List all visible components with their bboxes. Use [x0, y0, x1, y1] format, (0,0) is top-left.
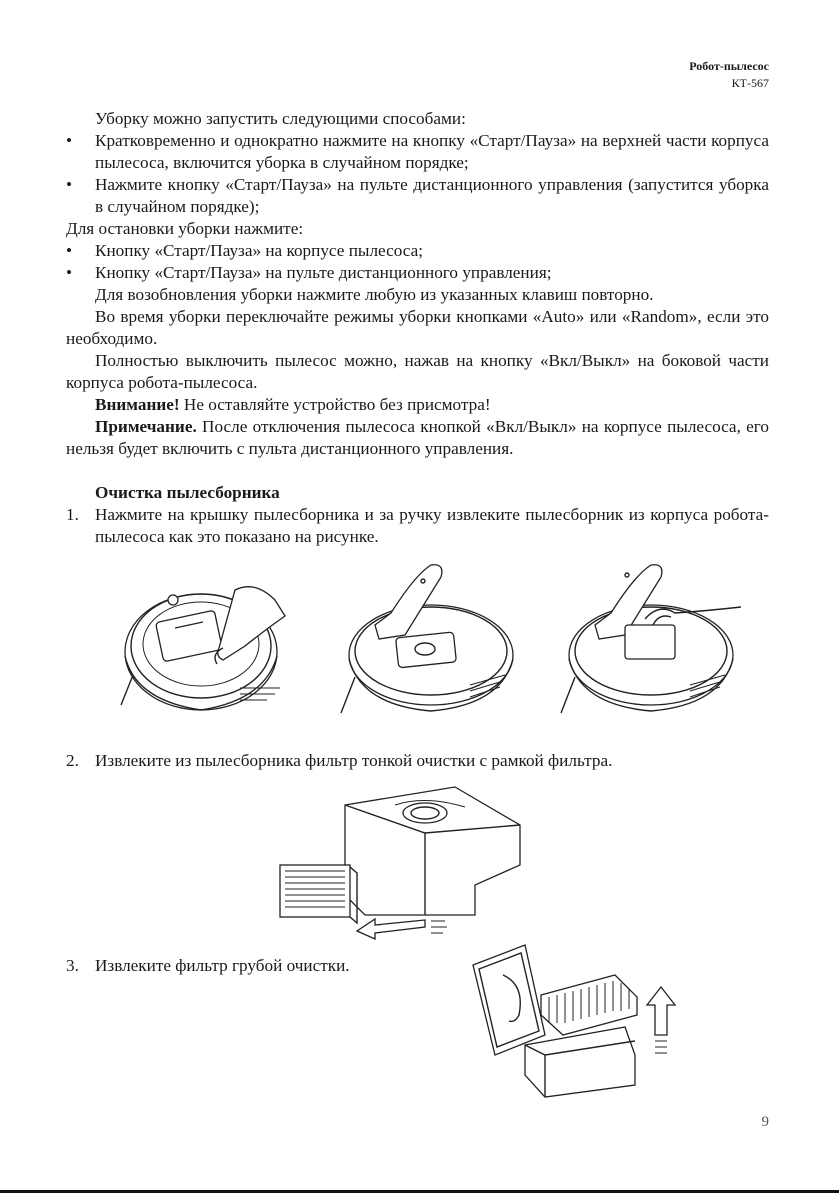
bullet-text: Кнопку «Старт/Пауза» на пульте дистанционного управления; [95, 263, 552, 282]
header-model: КТ-567 [731, 76, 769, 90]
bullet-marker: • [66, 175, 73, 194]
bullet-marker: • [66, 263, 73, 282]
start-bullet-1 [66, 130, 769, 174]
bullet-marker: • [66, 131, 73, 150]
robot-press-lid-illustration [115, 560, 295, 720]
header-product: Робот-пылесос [689, 59, 769, 73]
coarse-filter-removal-illustration [465, 935, 685, 1100]
bullet-text: Нажмите кнопку «Старт/Пауза» на пульте дистанционного управления (запустится уборка в случайном порядке); [95, 175, 769, 216]
stop-intro: Для остановки уборки нажмите: [66, 219, 304, 238]
start-bullet-2 [66, 174, 769, 218]
step-number: 1. [66, 505, 79, 524]
bullet-text: Кнопку «Старт/Пауза» на корпусе пылесоса; [95, 241, 423, 260]
page-header [689, 58, 769, 92]
start-intro: Уборку можно запустить следующими способами: [95, 109, 466, 128]
note-text: После отключения пылесоса кнопкой «Вкл/Выкл» на корпусе пылесоса, его нельзя будет включить с пульта дистанционного управления. [66, 417, 769, 458]
note-label: Примечание. [95, 417, 197, 436]
step-number: 2. [66, 751, 79, 770]
section-title: Очистка пылесборника [95, 483, 280, 502]
step-text: Нажмите на крышку пылесборника и за ручку извлеките пылесборник из корпуса робота-пылесоса как это показано на рисунке. [95, 505, 769, 546]
stop-bullet-1 [66, 240, 769, 262]
resume-paragraph: Для возобновления уборки нажмите любую из указанных клавиш повторно. [95, 285, 654, 304]
robot-lid-open-illustration [335, 555, 525, 720]
page-number: 9 [761, 1114, 769, 1130]
bullet-text: Кратковременно и однократно нажмите на кнопку «Старт/Пауза» на верхней части корпуса пылесоса, включится уборка в случайном порядке; [95, 131, 769, 172]
step-3 [66, 955, 455, 977]
step-number: 3. [66, 956, 79, 975]
step-text: Извлеките фильтр грубой очистки. [95, 956, 350, 975]
power-off-paragraph: Полностью выключить пылесос можно, нажав на кнопку «Вкл/Выкл» на боковой части корпуса робота-пылесоса. [66, 351, 769, 392]
bullet-marker: • [66, 241, 73, 260]
modes-paragraph: Во время уборки переключайте режимы уборки кнопками «Auto» или «Random», если это необходимо. [66, 307, 769, 348]
note-paragraph [66, 416, 769, 460]
warning-paragraph [66, 394, 769, 416]
robot-remove-dustbin-illustration [555, 555, 755, 720]
step-2 [66, 750, 769, 772]
warning-text: Не оставляйте устройство без присмотра! [179, 395, 491, 414]
warning-label: Внимание! [95, 395, 180, 414]
fine-filter-removal-illustration [275, 775, 535, 945]
stop-bullet-2 [66, 262, 769, 284]
step-1 [66, 504, 769, 548]
step-text: Извлеките из пылесборника фильтр тонкой очистки с рамкой фильтра. [95, 751, 613, 770]
